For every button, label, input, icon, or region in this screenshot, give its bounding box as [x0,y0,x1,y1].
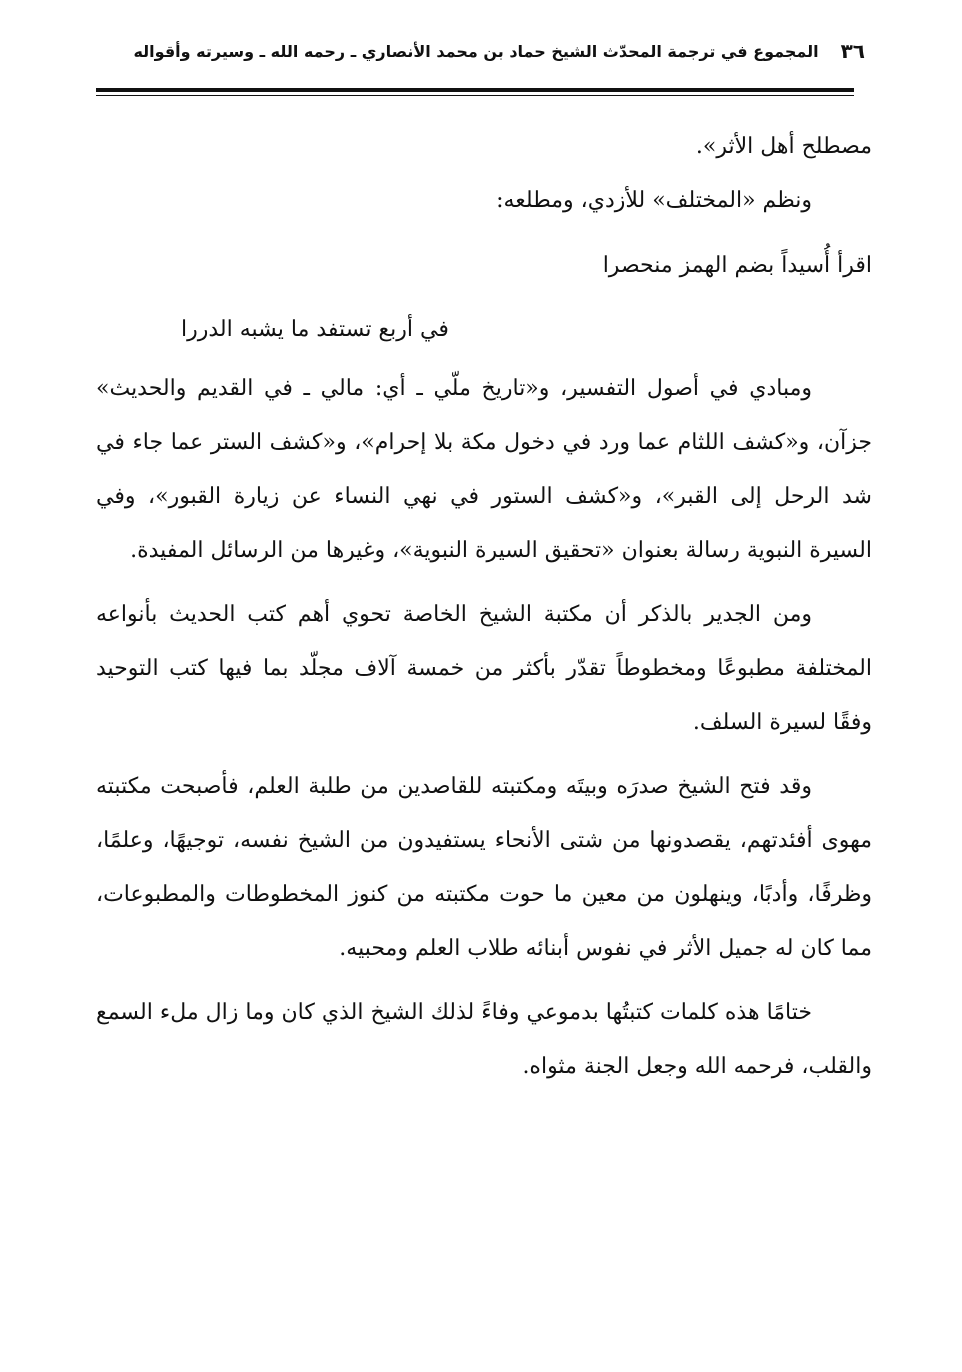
poem-verse-2: في أربع تستفد ما يشبه الدررا [181,317,449,342]
paragraph-6: ختامًا هذه كلمات كتبتُها بدموعي وفاءً لذلك الشيخ الذي كان وما زال ملء السمع والقلب، فرحمه الله وجعل الجنة مثواه. [96,1000,872,1079]
poem-verse-1: اقرأ أُسيداً بضم الهمز منحصرا [602,253,872,278]
body-text [96,120,872,1094]
header-rule-thin [96,95,854,96]
paragraph-1: مصطلح أهل الأثر». [695,134,872,159]
paragraph-5: وقد فتح الشيخ صدرَه وبيتَه ومكتبته للقاصدين من طلبة العلم، فأصبحت مكتبته مهوى أفئدتهم، يقصدونها من شتى الأنحاء يستفيدون من الشيخ نفسه، توجيهًا، وعلمًا، وظرفًا، وأدبًا، وينهلون من معين ما حوت مكتبته من كنوز المخطوطات والمطبوعات، مما كان له جميل الأثر في نفوس أبنائه طلاب العلم ومحبيه. [96,774,872,961]
paragraph-4: ومن الجدير بالذكر أن مكتبة الشيخ الخاصة تحوي أهم كتب الحديث بأنواعه المختلفة مطبوعًا ومخطوطاً تقدّر بأكثر من خمسة آلاف مجلّد بما فيها كتب التوحيد وفقًا لسيرة السلف. [96,602,872,735]
running-header [95,34,865,68]
poem [96,234,872,362]
header-rule-thick [96,88,854,92]
page-number: ٣٦ [840,39,865,63]
paragraph-3: ومبادي في أصول التفسير، و«تاريخ ملّي ـ أي: مالي ـ في القديم والحديث» جزآن، و«كشف اللثام عما ورد في دخول مكة بلا إحرام»، و«كشف الستر عما جاء في شد الرحل إلى القبر»، و«كشف الستور في نهي النساء عن زيارة القبور»، وفي السيرة النبوية رسالة بعنوان «تحقيق السيرة النبوية»، وغيرها من الرسائل المفيدة. [96,376,872,563]
running-header-title: المجموع في ترجمة المحدّث الشيخ حماد بن محمد الأنصاري ـ رحمه الله ـ وسيرته وأقواله [133,41,819,61]
paragraph-2: ونظم «المختلف» للأزدي، ومطلعه: [496,188,812,213]
